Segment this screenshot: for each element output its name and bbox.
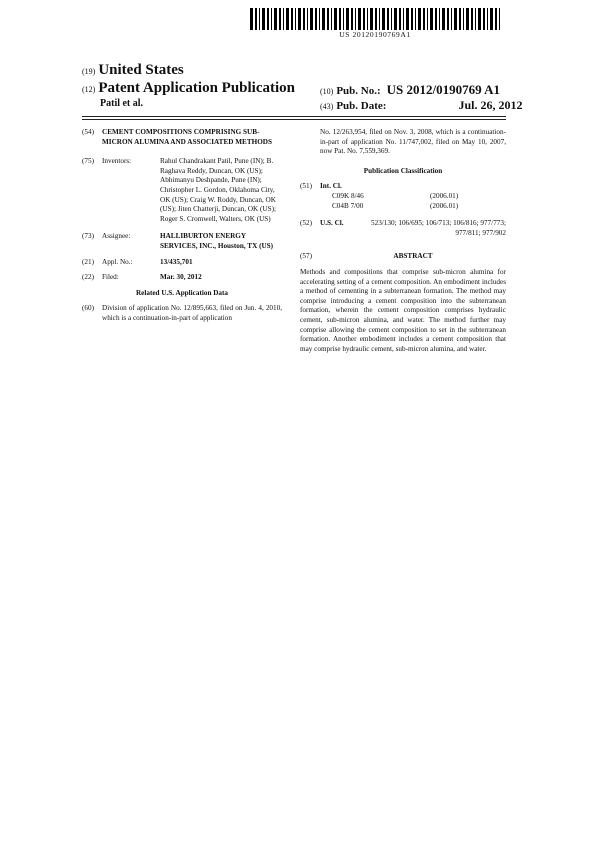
barcode-bar [403,8,404,30]
barcode-bar [478,8,481,30]
uscl-values: 523/130; 106/695; 106/713; 106/816; 977/773; 977/811; 977/902 [371,219,506,237]
barcode-bar [483,8,485,30]
filed-field [82,273,282,283]
barcode-bar [387,8,389,30]
continuation-text: No. 12/263,954, filed on Nov. 3, 2008, which is a continuation-in-part of application No. 11/747,002, filed on May 10, 2007, now Pat. No. 7,559,369. [320,128,506,156]
barcode-bar [427,8,428,30]
pubtype-code: (12) [82,85,96,94]
barcode-bar [262,8,265,30]
barcode-bar [322,8,325,30]
invention-title: CEMENT COMPOSITIONS COMPRISING SUB-MICRON ALUMINA AND ASSOCIATED METHODS [102,128,272,146]
pub-number-line [320,82,500,98]
barcode-bar [435,8,437,30]
assignee-label: Assignee: [102,232,131,241]
intcl-year: (2006.01) [430,201,459,210]
barcode-bar [367,8,368,30]
barcode-bar [346,8,349,30]
barcode-bar [307,8,308,30]
barcode-bar [283,8,284,30]
division-code: (60) [82,304,94,313]
barcode-bar [259,8,260,30]
barcode-bar [391,8,392,30]
pubno-code: (10) [320,87,334,96]
barcode-bar [439,8,440,30]
assignee: HALLIBURTON ENERGY SERVICES, INC., Houston, TX (US) [160,232,274,250]
inventors-code: (75) [82,157,94,166]
pubno-label: Pub. No.: [336,85,381,97]
abstract-code: (57) [300,252,312,261]
barcode-bar [487,8,488,30]
barcode-bar [271,8,272,30]
barcode-bar [331,8,332,30]
country-line [82,62,184,79]
division-text: Division of application No. 12/895,663, filed on Jun. 4, 2010, which is a continuation-in-part of application [102,304,282,322]
authors: Patil et al. [100,98,144,109]
pubclass-heading: Publication Classification [363,166,443,175]
pub-date-line [320,98,522,113]
barcode-bar [291,8,293,30]
publication-type-line [82,80,295,97]
assignee-field [82,232,282,251]
filed-date: Mar. 30, 2012 [160,273,202,282]
barcode-bar [310,8,313,30]
filed-code: (22) [82,273,94,282]
pub-number: US 2012/0190769 A1 [386,82,501,97]
inventors-label: Inventors: [102,157,132,166]
appl-code: (21) [82,257,94,266]
barcode-bar [406,8,409,30]
barcode-bar [351,8,353,30]
uscl-label: U.S. Cl. [320,219,344,228]
barcode-bar [319,8,320,30]
barcode-bar [454,8,457,30]
barcode-bar [495,8,497,30]
barcode-bar [459,8,461,30]
barcode-bar [415,8,416,30]
inventors-list: Rahul Chandrakant Patil, Pune (IN); B. Raghava Reddy, Duncan, OK (US); Abhimanyu Deshpande, Pune (IN); Christopher L. Gordon, Oklahoma City, OK (US); Craig W. Roddy, Duncan, OK (US); Jiten Chatterji, Duncan, OK (US); Roger S. Cromwell, Walters, OK (US) [160,157,276,223]
barcode-bar [411,8,413,30]
abstract-header [300,252,506,262]
uscl-row [300,219,506,238]
appl-number: 13/435,701 [160,257,193,266]
abstract-heading: ABSTRACT [393,252,433,261]
barcode [250,8,500,30]
barcode-bar [298,8,301,30]
appl-label: Appl. No.: [102,257,133,266]
intcl-class: C09K 8/46 [332,191,364,200]
country-code: (19) [82,67,96,76]
barcode-bar [255,8,257,30]
barcode-bar [451,8,452,30]
left-column [82,128,282,330]
barcode-bar [423,8,425,30]
barcode-bar [343,8,344,30]
barcode-bar [370,8,373,30]
barcode-bar [358,8,361,30]
title-field [82,128,282,147]
barcode-bar [334,8,337,30]
pubdate-label: Pub. Date: [336,100,387,112]
barcode-bar [399,8,401,30]
barcode-bar [339,8,341,30]
barcode-bar [463,8,464,30]
uscl-code: (52) [300,219,312,228]
intcl-label: Int. Cl. [320,182,342,191]
barcode-bar [394,8,397,30]
pub-date: Jul. 26, 2012 [458,98,523,112]
barcode-bar [442,8,445,30]
right-column [300,128,506,354]
inventors-field [82,157,282,224]
intcl-class: C04B 7/00 [332,201,364,210]
barcode-bar [286,8,289,30]
barcode-bar [315,8,317,30]
barcode-bar [375,8,377,30]
barcode-bar [295,8,296,30]
barcode-bar [430,8,433,30]
header-rule [82,116,506,117]
filed-label: Filed: [102,273,119,282]
intcl-code: (51) [300,182,312,191]
abstract-text: Methods and compositions that comprise sub-micron alumina for accelerating setting of a cement composition. An embodiment includes a method of cementing in a subterranean formation. The method may comprise introducing a cement composition into the subterranean formation, wherein the cement composition comprises hydraulic cement, sub-micron alumina, and water. The method further may comprise allowing the cement composition to set in the subterranean formation. Another embodiment includes a cement composition that may comprise hydraulic cement, sub-micron alumina, and water. [300,267,506,353]
barcode-bar [327,8,329,30]
barcode-bar [418,8,421,30]
barcode-bar [447,8,449,30]
barcode-bar [499,8,500,30]
country: United States [98,62,184,78]
intcl-row [300,182,506,192]
barcode-bar [355,8,356,30]
intcl-year: (2006.01) [430,191,459,200]
division-field [82,304,282,323]
barcode-number: US 20120190769A1 [339,30,411,39]
barcode-bar [267,8,269,30]
title-code: (54) [82,128,94,136]
barcode-bar [382,8,385,30]
header-rule-thick [82,119,506,120]
barcode-bar [475,8,476,30]
pubdate-code: (43) [320,102,334,111]
barcode-bar [471,8,473,30]
intcl-entry [300,192,506,202]
barcode-bar [279,8,281,30]
barcode-bar [250,8,253,30]
barcode-bar [466,8,469,30]
assignee-code: (73) [82,232,94,241]
intcl-entry [300,202,506,212]
publication-type: Patent Application Publication [98,80,296,96]
related-heading: Related U.S. Application Data [135,288,229,297]
barcode-bar [490,8,493,30]
barcode-bar [274,8,277,30]
barcode-bar [379,8,380,30]
appl-field [82,258,282,268]
barcode-bar [363,8,365,30]
barcode-bar [303,8,305,30]
